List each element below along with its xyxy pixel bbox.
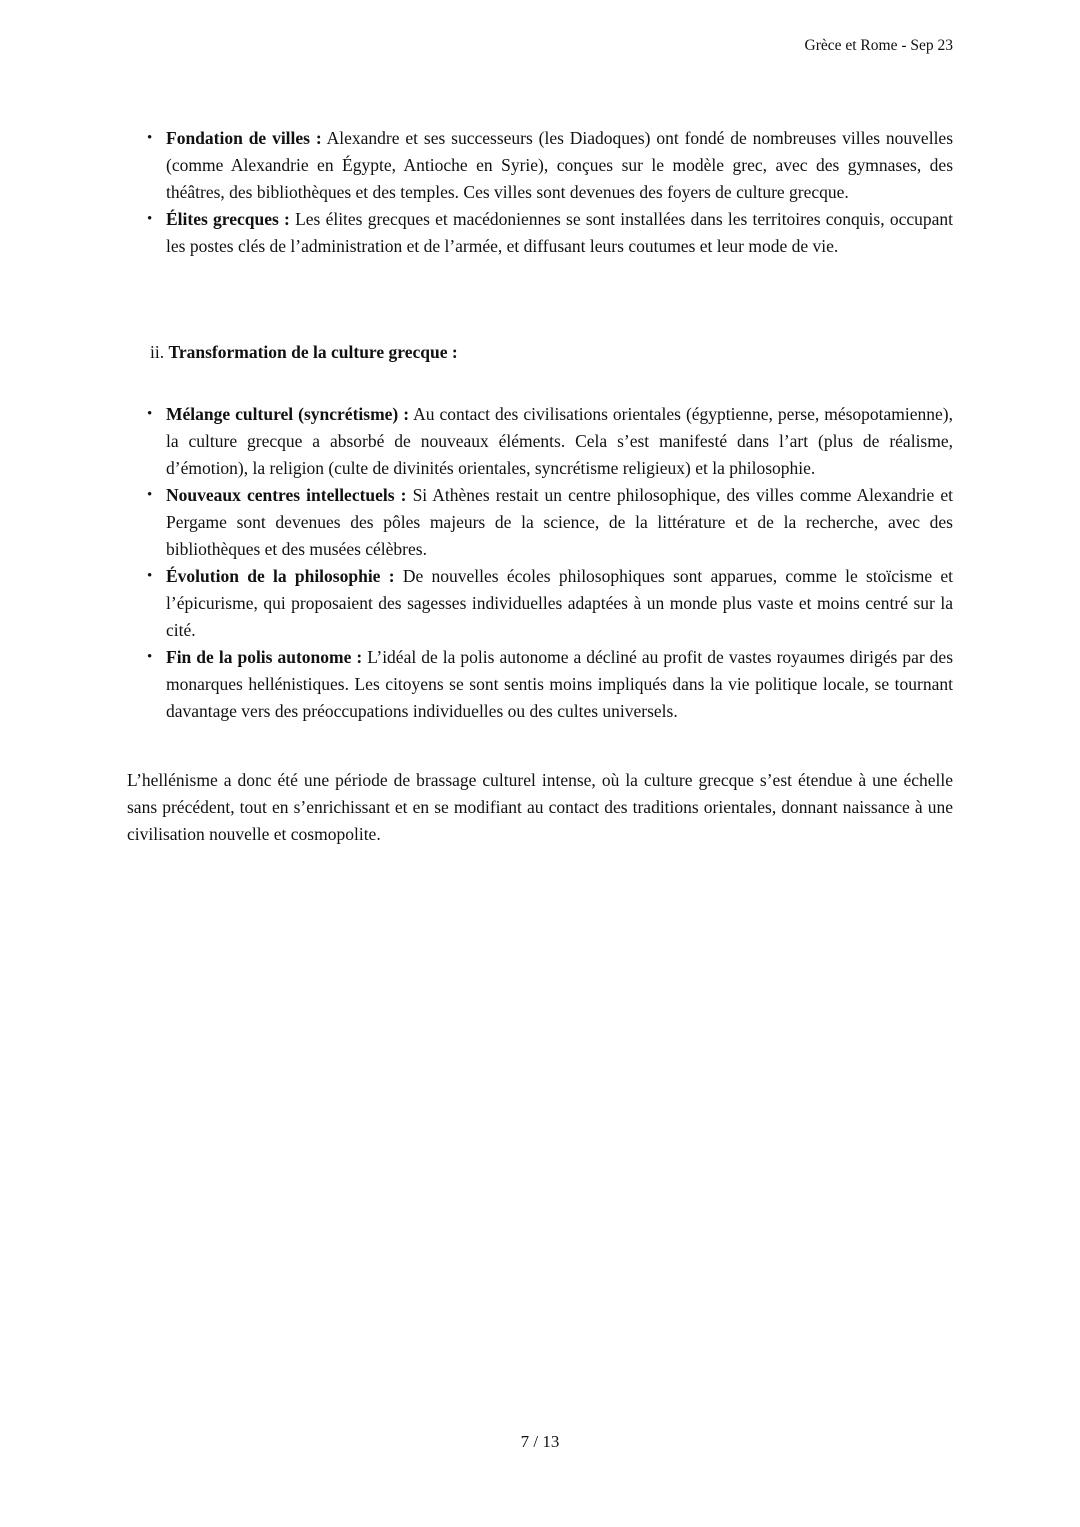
bullet-list-hellenism-spread — [127, 125, 953, 260]
list-item-text: De nouvelles écoles philosophiques sont apparues, comme le stoïcisme et l’épicurisme, qui proposaient des sagesses individuelles adaptées à un monde plus vaste et moins centré sur la cité. — [166, 566, 954, 640]
list-item-text: Alexandre et ses successeurs (les Diadoques) ont fondé de nombreuses villes nouvelles (comme Alexandrie en Égypte, Antioche en Syrie), conçues sur le modèle grec, avec des gymnases, des théâtres, des bibliothèques et des temples. Ces villes sont devenues des foyers de culture grecque. — [166, 128, 954, 202]
page-content — [127, 125, 953, 848]
closing-paragraph: L’hellénisme a donc été une période de brassage culturel intense, où la culture grecque s’est étendue à une échelle sans précédent, tout en s’enrichissant et en se modifiant au contact des traditions orientales, donnant naissance à une civilisation nouvelle et cosmopolite. — [127, 770, 953, 844]
list-item — [166, 563, 953, 644]
list-item-term: Élites grecques : — [166, 209, 290, 229]
list-item-term: Fondation de villes : — [166, 128, 322, 148]
list-item-term: Mélange culturel (syncrétisme) : — [166, 404, 410, 424]
list-item-text: Au contact des civilisations orientales (égyptienne, perse, mésopotamienne), la culture grecque a absorbé de nouveaux éléments. Cela s’est manifesté dans l’art (plus de réalisme, d’émotion), la religion (culte de divinités orientales, syncrétisme religieux) et la philosophie. — [166, 404, 954, 478]
list-item-text: Les élites grecques et macédoniennes se sont installées dans les territoires conquis, occupant les postes clés de l’administration et de l’armée, et diffusant leurs coutumes et leur mode de vie. — [166, 209, 953, 256]
heading-title: Transformation de la culture grecque : — [168, 342, 458, 362]
list-item — [166, 401, 953, 482]
list-item — [166, 644, 953, 725]
list-item-term: Fin de la polis autonome : — [166, 647, 363, 667]
list-item-term: Nouveaux centres intellectuels : — [166, 485, 407, 505]
heading-number: ii. — [150, 342, 165, 362]
list-item — [166, 125, 953, 206]
page-number: 7 / 13 — [520, 1432, 560, 1451]
list-item-text: Si Athènes restait un centre philosophique, des villes comme Alexandrie et Pergame sont devenues des pôles majeurs de la science, de la littérature et de la recherche, avec des bibliothèques et des musées célèbres. — [166, 485, 953, 559]
list-item-text: L’idéal de la polis autonome a décliné au profit de vastes royaumes dirigés par des monarques hellénistiques. Les citoyens se sont sentis moins impliqués dans la vie politique locale, se tournant davantage vers des préoccupations individuelles ou des cultes universels. — [166, 647, 954, 721]
page-header: Grèce et Rome - Sep 23 — [804, 37, 953, 54]
list-item-term: Évolution de la philosophie : — [166, 566, 395, 586]
section-heading — [127, 339, 953, 366]
list-item — [166, 482, 953, 563]
list-item — [166, 206, 953, 260]
bullet-list-culture-transformation — [127, 401, 953, 725]
